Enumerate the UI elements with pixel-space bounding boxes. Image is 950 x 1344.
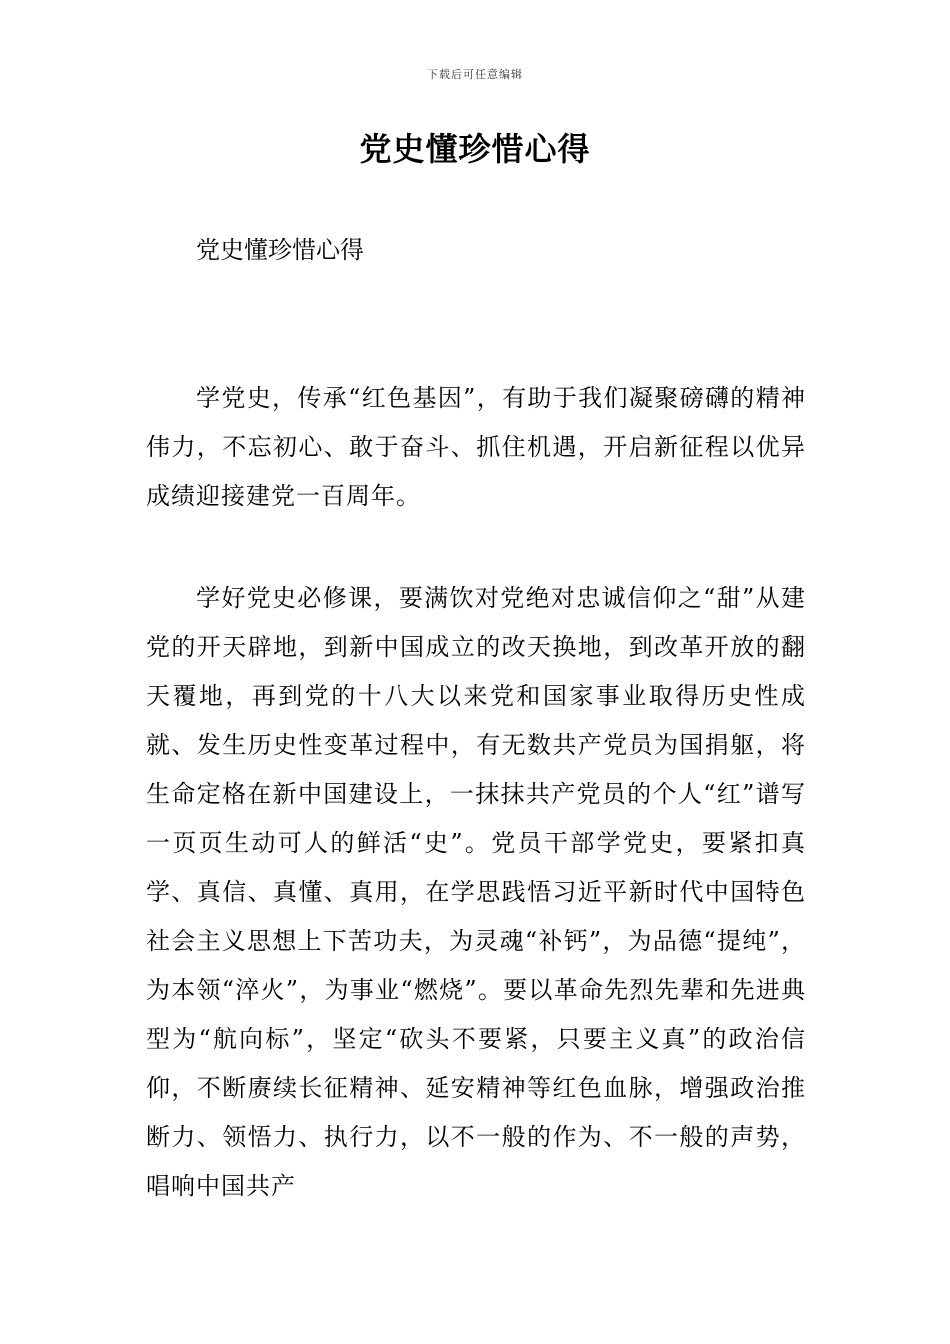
paragraph-2: 学好党史必修课，要满饮对党绝对忠诚信仰之“甜”从建党的开天辟地，到新中国成立的改天换地，到改革开放的翻天覆地，再到党的十八大以来党和国家事业取得历史性成就、发生历史性变革过程中，有无数共产党员为国捐躯，将生命定格在新中国建设上，一抹抹共产党员的个人“红”谱写一页页生动可人的鲜活“史”。党员干部学党史，要紧扣真学、真信、真懂、真用，在学思践悟习近平新时代中国特色社会主义思想上下苦功夫，为灵魂“补钙”，为品德“提纯”，为本领“淬火”，为事业“燃烧”。要以革命先烈先辈和先进典型为“航向标”，坚定“砍头不要紧，只要主义真”的政治信仰，不断赓续长征精神、延安精神等红色血脉，增强政治推断力、领悟力、执行力，以不一般的作为、不一般的声势，唱响中国共产	[146, 584, 806, 1200]
paragraph-1: 学党史，传承“红色基因”，有助于我们凝聚磅礴的精神伟力，不忘初心、敢于奋斗、抓住机遇，开启新征程以优异成绩迎接建党一百周年。	[146, 384, 806, 510]
header-note: 下载后可任意编辑	[427, 68, 523, 81]
document-subtitle: 党史懂珍惜心得	[196, 236, 364, 264]
document-title: 党史懂珍惜心得	[359, 130, 591, 168]
